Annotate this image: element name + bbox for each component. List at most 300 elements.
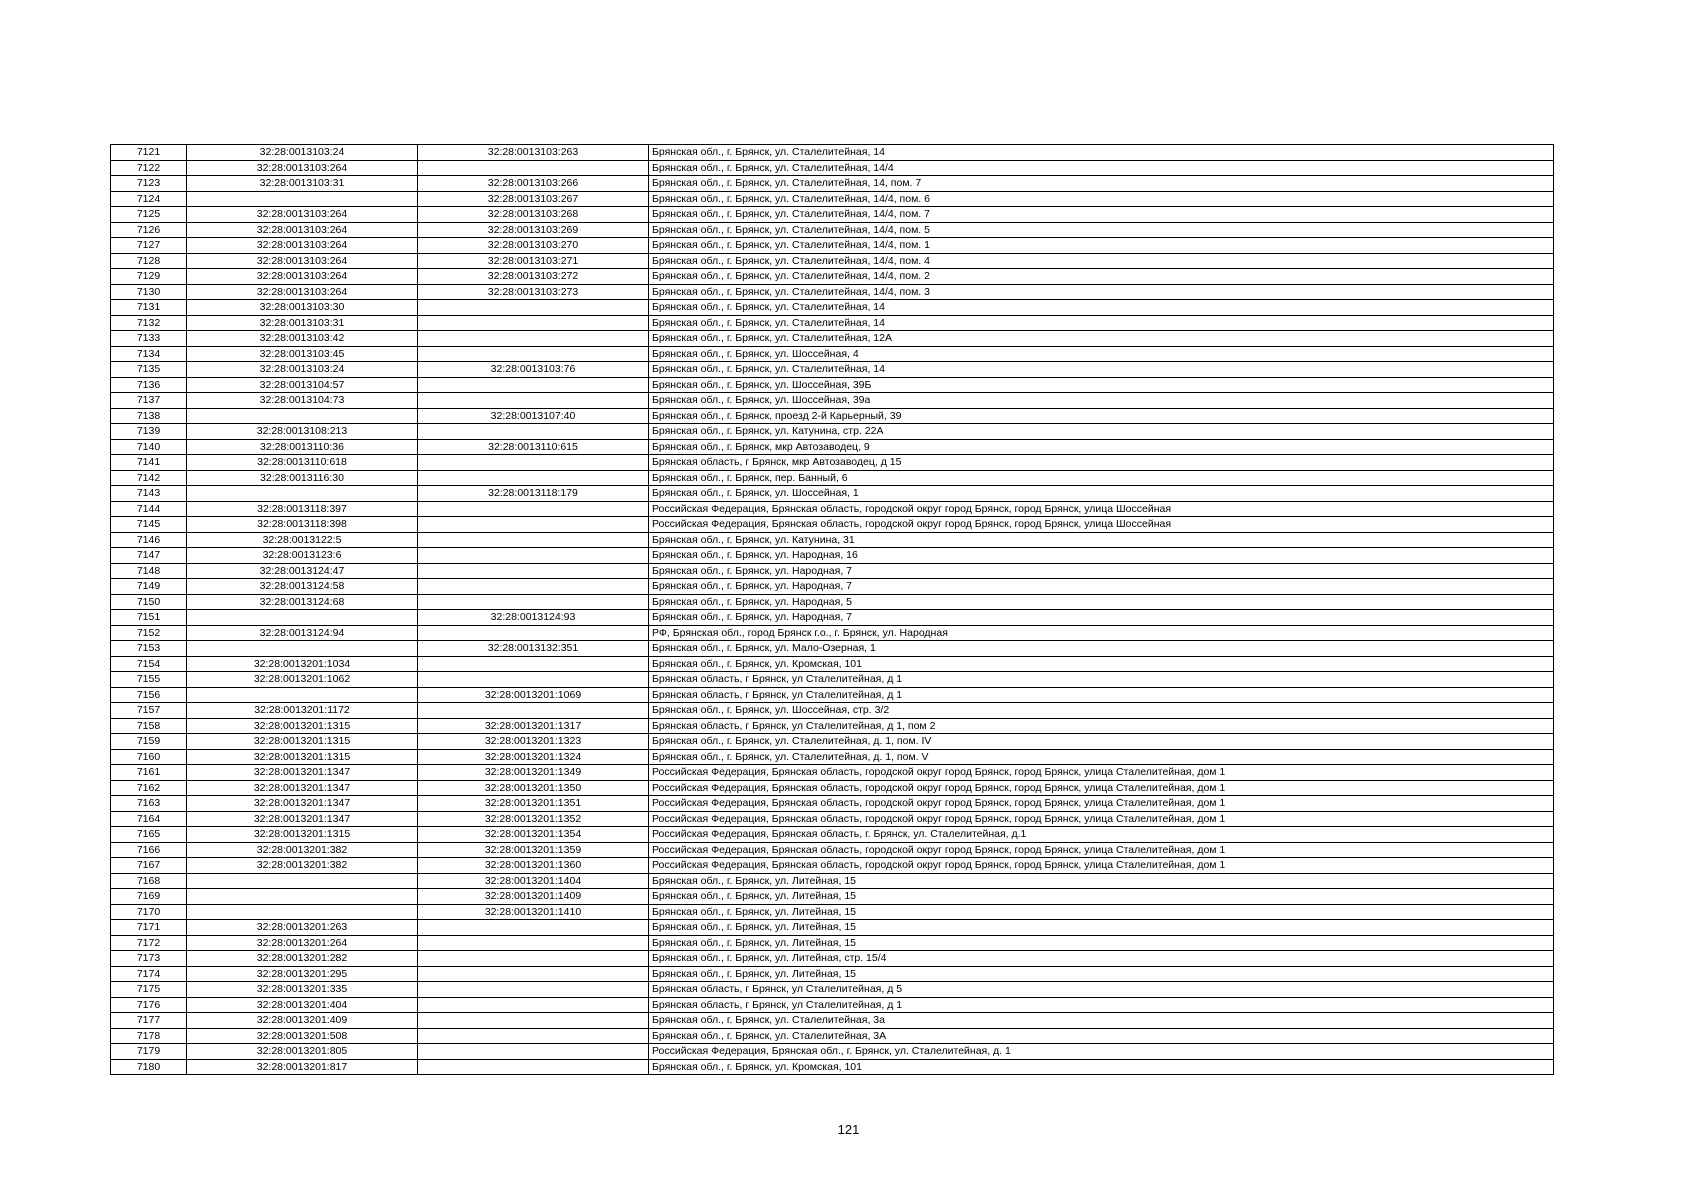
table-row bbox=[111, 222, 1554, 238]
table-row bbox=[111, 873, 1554, 889]
cadastral-number-cell bbox=[418, 997, 649, 1013]
cadastral-number-cell: 32:28:0013103:270 bbox=[418, 238, 649, 254]
address-cell: Российская Федерация, Брянская область, городской округ город Брянск, город Брянск, улица Сталелитейная, дом 1 bbox=[649, 842, 1554, 858]
cadastral-number-cell: 32:28:0013132:351 bbox=[418, 641, 649, 657]
row-number-cell: 7158 bbox=[111, 718, 187, 734]
table-row bbox=[111, 362, 1554, 378]
table-row bbox=[111, 858, 1554, 874]
parent-cadastral-number-cell: 32:28:0013201:1172 bbox=[187, 703, 418, 719]
cadastral-number-cell: 32:28:0013201:1354 bbox=[418, 827, 649, 843]
parent-cadastral-number-cell: 32:28:0013110:36 bbox=[187, 439, 418, 455]
table-row bbox=[111, 269, 1554, 285]
table-row bbox=[111, 191, 1554, 207]
row-number-cell: 7124 bbox=[111, 191, 187, 207]
parent-cadastral-number-cell: 32:28:0013201:1315 bbox=[187, 718, 418, 734]
cadastral-number-cell: 32:28:0013103:272 bbox=[418, 269, 649, 285]
address-cell: Брянская область, г Брянск, ул Сталелитейная, д 5 bbox=[649, 982, 1554, 998]
address-cell: Брянская обл., г. Брянск, ул. Катунина, стр. 22А bbox=[649, 424, 1554, 440]
row-number-cell: 7165 bbox=[111, 827, 187, 843]
address-cell: Брянская обл., г. Брянск, ул. Литейная, 15 bbox=[649, 904, 1554, 920]
row-number-cell: 7154 bbox=[111, 656, 187, 672]
table-row bbox=[111, 439, 1554, 455]
address-cell: Брянская область, г Брянск, ул Сталелитейная, д 1 bbox=[649, 997, 1554, 1013]
address-cell: Брянская обл., г. Брянск, ул. Сталелитейная, д. 1, пом. V bbox=[649, 749, 1554, 765]
address-cell: Брянская обл., г. Брянск, ул. Сталелитейная, 14 bbox=[649, 362, 1554, 378]
parent-cadastral-number-cell: 32:28:0013103:264 bbox=[187, 238, 418, 254]
cadastral-number-cell bbox=[418, 563, 649, 579]
cadastral-number-cell: 32:28:0013124:93 bbox=[418, 610, 649, 626]
row-number-cell: 7180 bbox=[111, 1059, 187, 1075]
parent-cadastral-number-cell: 32:28:0013108:213 bbox=[187, 424, 418, 440]
row-number-cell: 7148 bbox=[111, 563, 187, 579]
address-cell: Брянская обл., г. Брянск, ул. Литейная, 15 bbox=[649, 889, 1554, 905]
parent-cadastral-number-cell bbox=[187, 873, 418, 889]
parent-cadastral-number-cell: 32:28:0013201:1347 bbox=[187, 811, 418, 827]
row-number-cell: 7157 bbox=[111, 703, 187, 719]
address-cell: Брянская обл., г. Брянск, ул. Сталелитейная, 3а bbox=[649, 1013, 1554, 1029]
parent-cadastral-number-cell: 32:28:0013201:817 bbox=[187, 1059, 418, 1075]
table-row bbox=[111, 966, 1554, 982]
parent-cadastral-number-cell bbox=[187, 610, 418, 626]
parent-cadastral-number-cell: 32:28:0013103:42 bbox=[187, 331, 418, 347]
parent-cadastral-number-cell: 32:28:0013201:1034 bbox=[187, 656, 418, 672]
cadastral-number-cell bbox=[418, 300, 649, 316]
cadastral-number-cell: 32:28:0013201:1410 bbox=[418, 904, 649, 920]
table-row bbox=[111, 951, 1554, 967]
address-cell: Брянская область, г Брянск, ул Сталелитейная, д 1 bbox=[649, 672, 1554, 688]
table-row bbox=[111, 594, 1554, 610]
address-cell: Брянская обл., г. Брянск, ул. Литейная, 15 bbox=[649, 873, 1554, 889]
row-number-cell: 7162 bbox=[111, 780, 187, 796]
table-row bbox=[111, 1059, 1554, 1075]
parent-cadastral-number-cell: 32:28:0013201:1315 bbox=[187, 734, 418, 750]
parent-cadastral-number-cell: 32:28:0013124:68 bbox=[187, 594, 418, 610]
row-number-cell: 7127 bbox=[111, 238, 187, 254]
cadastral-number-cell: 32:28:0013201:1323 bbox=[418, 734, 649, 750]
cadastral-table bbox=[110, 144, 1554, 1075]
address-cell: Российская Федерация, Брянская область, городской округ город Брянск, город Брянск, улица Сталелитейная, дом 1 bbox=[649, 780, 1554, 796]
table-row bbox=[111, 734, 1554, 750]
table-row bbox=[111, 284, 1554, 300]
table-row bbox=[111, 377, 1554, 393]
address-cell: Брянская обл., г. Брянск, ул. Народная, 7 bbox=[649, 610, 1554, 626]
cadastral-table-body bbox=[111, 145, 1554, 1075]
address-cell: Брянская обл., г. Брянск, ул. Шоссейная, 1 bbox=[649, 486, 1554, 502]
address-cell: Брянская обл., г. Брянск, ул. Народная, 7 bbox=[649, 563, 1554, 579]
cadastral-number-cell: 32:28:0013103:76 bbox=[418, 362, 649, 378]
address-cell: Брянская обл., г. Брянск, ул. Сталелитейная, 14/4, пом. 3 bbox=[649, 284, 1554, 300]
table-row bbox=[111, 625, 1554, 641]
table-row bbox=[111, 687, 1554, 703]
table-row bbox=[111, 811, 1554, 827]
cadastral-number-cell: 32:28:0013201:1350 bbox=[418, 780, 649, 796]
address-cell: Брянская область, г Брянск, ул Сталелитейная, д 1, пом 2 bbox=[649, 718, 1554, 734]
row-number-cell: 7122 bbox=[111, 160, 187, 176]
parent-cadastral-number-cell: 32:28:0013103:45 bbox=[187, 346, 418, 362]
address-cell: Брянская обл., г. Брянск, ул. Сталелитейная, 14/4, пом. 1 bbox=[649, 238, 1554, 254]
address-cell: Брянская обл., г. Брянск, ул. Сталелитейная, 12А bbox=[649, 331, 1554, 347]
address-cell: Российская Федерация, Брянская область, г. Брянск, ул. Сталелитейная, д.1 bbox=[649, 827, 1554, 843]
parent-cadastral-number-cell: 32:28:0013103:264 bbox=[187, 269, 418, 285]
table-row bbox=[111, 424, 1554, 440]
table-row bbox=[111, 455, 1554, 471]
address-cell: Брянская обл., г. Брянск, ул. Шоссейная, стр. 3/2 bbox=[649, 703, 1554, 719]
cadastral-number-cell: 32:28:0013201:1324 bbox=[418, 749, 649, 765]
address-cell: Брянская обл., г. Брянск, ул. Катунина, 31 bbox=[649, 532, 1554, 548]
address-cell: Брянская область, г Брянск, ул Сталелитейная, д 1 bbox=[649, 687, 1554, 703]
parent-cadastral-number-cell bbox=[187, 641, 418, 657]
row-number-cell: 7160 bbox=[111, 749, 187, 765]
cadastral-number-cell bbox=[418, 920, 649, 936]
parent-cadastral-number-cell: 32:28:0013201:1347 bbox=[187, 796, 418, 812]
cadastral-number-cell: 32:28:0013201:1351 bbox=[418, 796, 649, 812]
cadastral-number-cell: 32:28:0013103:269 bbox=[418, 222, 649, 238]
row-number-cell: 7126 bbox=[111, 222, 187, 238]
table-row bbox=[111, 532, 1554, 548]
parent-cadastral-number-cell bbox=[187, 408, 418, 424]
cadastral-number-cell: 32:28:0013107:40 bbox=[418, 408, 649, 424]
parent-cadastral-number-cell bbox=[187, 486, 418, 502]
cadastral-number-cell bbox=[418, 966, 649, 982]
address-cell: Брянская обл., г. Брянск, ул. Литейная, 15 bbox=[649, 935, 1554, 951]
parent-cadastral-number-cell: 32:28:0013103:31 bbox=[187, 176, 418, 192]
row-number-cell: 7125 bbox=[111, 207, 187, 223]
table-row bbox=[111, 703, 1554, 719]
address-cell: Брянская обл., г. Брянск, ул. Сталелитейная, д. 1, пом. IV bbox=[649, 734, 1554, 750]
cadastral-number-cell: 32:28:0013103:271 bbox=[418, 253, 649, 269]
cadastral-number-cell: 32:28:0013201:1404 bbox=[418, 873, 649, 889]
address-cell: Брянская обл., г. Брянск, ул. Народная, 7 bbox=[649, 579, 1554, 595]
table-row bbox=[111, 920, 1554, 936]
table-row bbox=[111, 393, 1554, 409]
parent-cadastral-number-cell bbox=[187, 687, 418, 703]
table-row bbox=[111, 517, 1554, 533]
address-cell: Брянская обл., г. Брянск, ул. Шоссейная, 4 bbox=[649, 346, 1554, 362]
address-cell: Брянская обл., г. Брянск, ул. Сталелитейная, 14, пом. 7 bbox=[649, 176, 1554, 192]
parent-cadastral-number-cell: 32:28:0013118:397 bbox=[187, 501, 418, 517]
table-row bbox=[111, 207, 1554, 223]
parent-cadastral-number-cell: 32:28:0013124:58 bbox=[187, 579, 418, 595]
cadastral-number-cell bbox=[418, 532, 649, 548]
address-cell: Брянская обл., г. Брянск, ул. Народная, 16 bbox=[649, 548, 1554, 564]
address-cell: Российская Федерация, Брянская область, городской округ город Брянск, город Брянск, улица Сталелитейная, дом 1 bbox=[649, 765, 1554, 781]
parent-cadastral-number-cell: 32:28:0013201:1062 bbox=[187, 672, 418, 688]
row-number-cell: 7176 bbox=[111, 997, 187, 1013]
row-number-cell: 7149 bbox=[111, 579, 187, 595]
cadastral-number-cell: 32:28:0013110:615 bbox=[418, 439, 649, 455]
cadastral-number-cell bbox=[418, 548, 649, 564]
row-number-cell: 7163 bbox=[111, 796, 187, 812]
cadastral-number-cell bbox=[418, 703, 649, 719]
cadastral-number-cell: 32:28:0013201:1360 bbox=[418, 858, 649, 874]
address-cell: Брянская обл., г. Брянск, ул. Литейная, 15 bbox=[649, 920, 1554, 936]
row-number-cell: 7171 bbox=[111, 920, 187, 936]
address-cell: Брянская обл., г. Брянск, ул. Народная, 5 bbox=[649, 594, 1554, 610]
row-number-cell: 7155 bbox=[111, 672, 187, 688]
row-number-cell: 7177 bbox=[111, 1013, 187, 1029]
table-row bbox=[111, 997, 1554, 1013]
address-cell: Брянская обл., г. Брянск, проезд 2-й Карьерный, 39 bbox=[649, 408, 1554, 424]
table-row bbox=[111, 796, 1554, 812]
parent-cadastral-number-cell: 32:28:0013116:30 bbox=[187, 470, 418, 486]
row-number-cell: 7173 bbox=[111, 951, 187, 967]
address-cell: Российская Федерация, Брянская область, городской округ город Брянск, город Брянск, улица Сталелитейная, дом 1 bbox=[649, 858, 1554, 874]
parent-cadastral-number-cell: 32:28:0013103:264 bbox=[187, 222, 418, 238]
parent-cadastral-number-cell: 32:28:0013103:264 bbox=[187, 207, 418, 223]
table-row bbox=[111, 548, 1554, 564]
row-number-cell: 7168 bbox=[111, 873, 187, 889]
address-cell: Брянская обл., г. Брянск, ул. Литейная, 15 bbox=[649, 966, 1554, 982]
address-cell: Российская Федерация, Брянская обл., г. Брянск, ул. Сталелитейная, д. 1 bbox=[649, 1044, 1554, 1060]
address-cell: Брянская обл., г. Брянск, ул. Сталелитейная, 14/4, пом. 4 bbox=[649, 253, 1554, 269]
table-row bbox=[111, 1044, 1554, 1060]
row-number-cell: 7134 bbox=[111, 346, 187, 362]
parent-cadastral-number-cell: 32:28:0013201:1315 bbox=[187, 827, 418, 843]
row-number-cell: 7150 bbox=[111, 594, 187, 610]
address-cell: Брянская обл., г. Брянск, ул. Сталелитейная, 14/4, пом. 2 bbox=[649, 269, 1554, 285]
address-cell: Российская Федерация, Брянская область, городской округ город Брянск, город Брянск, улица Шоссейная bbox=[649, 501, 1554, 517]
row-number-cell: 7179 bbox=[111, 1044, 187, 1060]
parent-cadastral-number-cell: 32:28:0013118:398 bbox=[187, 517, 418, 533]
table-row bbox=[111, 300, 1554, 316]
parent-cadastral-number-cell: 32:28:0013201:404 bbox=[187, 997, 418, 1013]
parent-cadastral-number-cell bbox=[187, 889, 418, 905]
row-number-cell: 7130 bbox=[111, 284, 187, 300]
parent-cadastral-number-cell: 32:28:0013201:409 bbox=[187, 1013, 418, 1029]
table-row bbox=[111, 982, 1554, 998]
table-row bbox=[111, 253, 1554, 269]
parent-cadastral-number-cell: 32:28:0013103:264 bbox=[187, 284, 418, 300]
parent-cadastral-number-cell: 32:28:0013104:73 bbox=[187, 393, 418, 409]
address-cell: Брянская обл., г. Брянск, ул. Шоссейная, 39а bbox=[649, 393, 1554, 409]
cadastral-number-cell: 32:28:0013103:268 bbox=[418, 207, 649, 223]
table-row bbox=[111, 718, 1554, 734]
table-row bbox=[111, 842, 1554, 858]
row-number-cell: 7121 bbox=[111, 145, 187, 161]
parent-cadastral-number-cell: 32:28:0013122:5 bbox=[187, 532, 418, 548]
table-row bbox=[111, 935, 1554, 951]
address-cell: Брянская обл., г. Брянск, ул. Сталелитейная, 3А bbox=[649, 1028, 1554, 1044]
row-number-cell: 7146 bbox=[111, 532, 187, 548]
cadastral-number-cell bbox=[418, 1028, 649, 1044]
table-row bbox=[111, 889, 1554, 905]
parent-cadastral-number-cell: 32:28:0013110:618 bbox=[187, 455, 418, 471]
table-row bbox=[111, 315, 1554, 331]
row-number-cell: 7151 bbox=[111, 610, 187, 626]
table-row bbox=[111, 408, 1554, 424]
address-cell: Российская Федерация, Брянская область, городской округ город Брянск, город Брянск, улица Шоссейная bbox=[649, 517, 1554, 533]
table-row bbox=[111, 765, 1554, 781]
cadastral-number-cell bbox=[418, 982, 649, 998]
row-number-cell: 7153 bbox=[111, 641, 187, 657]
cadastral-number-cell bbox=[418, 625, 649, 641]
row-number-cell: 7145 bbox=[111, 517, 187, 533]
address-cell: Российская Федерация, Брянская область, городской округ город Брянск, город Брянск, улица Сталелитейная, дом 1 bbox=[649, 811, 1554, 827]
parent-cadastral-number-cell: 32:28:0013201:1315 bbox=[187, 749, 418, 765]
address-cell: Брянская обл., г. Брянск, ул. Шоссейная, 39Б bbox=[649, 377, 1554, 393]
parent-cadastral-number-cell: 32:28:0013124:94 bbox=[187, 625, 418, 641]
address-cell: Брянская обл., г. Брянск, ул. Кромская, 101 bbox=[649, 656, 1554, 672]
cadastral-number-cell: 32:28:0013201:1069 bbox=[418, 687, 649, 703]
cadastral-number-cell bbox=[418, 656, 649, 672]
table-row bbox=[111, 656, 1554, 672]
row-number-cell: 7172 bbox=[111, 935, 187, 951]
parent-cadastral-number-cell: 32:28:0013201:282 bbox=[187, 951, 418, 967]
parent-cadastral-number-cell: 32:28:0013201:382 bbox=[187, 842, 418, 858]
row-number-cell: 7141 bbox=[111, 455, 187, 471]
cadastral-number-cell bbox=[418, 377, 649, 393]
parent-cadastral-number-cell: 32:28:0013103:30 bbox=[187, 300, 418, 316]
cadastral-number-cell bbox=[418, 1013, 649, 1029]
row-number-cell: 7144 bbox=[111, 501, 187, 517]
table-row bbox=[111, 238, 1554, 254]
parent-cadastral-number-cell: 32:28:0013201:295 bbox=[187, 966, 418, 982]
parent-cadastral-number-cell: 32:28:0013103:24 bbox=[187, 145, 418, 161]
cadastral-number-cell bbox=[418, 470, 649, 486]
parent-cadastral-number-cell: 32:28:0013201:264 bbox=[187, 935, 418, 951]
cadastral-number-cell bbox=[418, 1044, 649, 1060]
table-row bbox=[111, 486, 1554, 502]
table-row bbox=[111, 563, 1554, 579]
row-number-cell: 7164 bbox=[111, 811, 187, 827]
parent-cadastral-number-cell bbox=[187, 904, 418, 920]
parent-cadastral-number-cell bbox=[187, 191, 418, 207]
table-row bbox=[111, 331, 1554, 347]
cadastral-number-cell bbox=[418, 517, 649, 533]
cadastral-number-cell bbox=[418, 346, 649, 362]
row-number-cell: 7142 bbox=[111, 470, 187, 486]
cadastral-number-cell: 32:28:0013201:1409 bbox=[418, 889, 649, 905]
parent-cadastral-number-cell: 32:28:0013201:335 bbox=[187, 982, 418, 998]
row-number-cell: 7167 bbox=[111, 858, 187, 874]
parent-cadastral-number-cell: 32:28:0013104:57 bbox=[187, 377, 418, 393]
cadastral-number-cell bbox=[418, 315, 649, 331]
address-cell: Брянская обл., г. Брянск, ул. Сталелитейная, 14 bbox=[649, 300, 1554, 316]
row-number-cell: 7166 bbox=[111, 842, 187, 858]
row-number-cell: 7128 bbox=[111, 253, 187, 269]
table-row bbox=[111, 145, 1554, 161]
table-row bbox=[111, 672, 1554, 688]
row-number-cell: 7174 bbox=[111, 966, 187, 982]
row-number-cell: 7156 bbox=[111, 687, 187, 703]
address-cell: Брянская обл., г. Брянск, ул. Сталелитейная, 14/4 bbox=[649, 160, 1554, 176]
cadastral-number-cell bbox=[418, 579, 649, 595]
address-cell: Брянская обл., г. Брянск, ул. Сталелитейная, 14/4, пом. 5 bbox=[649, 222, 1554, 238]
cadastral-number-cell: 32:28:0013201:1317 bbox=[418, 718, 649, 734]
table-row bbox=[111, 346, 1554, 362]
cadastral-number-cell bbox=[418, 672, 649, 688]
table-row bbox=[111, 749, 1554, 765]
cadastral-number-cell: 32:28:0013201:1349 bbox=[418, 765, 649, 781]
cadastral-number-cell: 32:28:0013103:273 bbox=[418, 284, 649, 300]
row-number-cell: 7132 bbox=[111, 315, 187, 331]
cadastral-number-cell: 32:28:0013201:1359 bbox=[418, 842, 649, 858]
row-number-cell: 7129 bbox=[111, 269, 187, 285]
address-cell: Брянская обл., г. Брянск, ул. Сталелитейная, 14/4, пом. 6 bbox=[649, 191, 1554, 207]
parent-cadastral-number-cell: 32:28:0013201:1347 bbox=[187, 765, 418, 781]
parent-cadastral-number-cell: 32:28:0013123:6 bbox=[187, 548, 418, 564]
cadastral-number-cell bbox=[418, 455, 649, 471]
row-number-cell: 7136 bbox=[111, 377, 187, 393]
parent-cadastral-number-cell: 32:28:0013201:382 bbox=[187, 858, 418, 874]
row-number-cell: 7147 bbox=[111, 548, 187, 564]
cadastral-number-cell: 32:28:0013201:1352 bbox=[418, 811, 649, 827]
row-number-cell: 7170 bbox=[111, 904, 187, 920]
address-cell: Брянская область, г Брянск, мкр Автозаводец, д 15 bbox=[649, 455, 1554, 471]
row-number-cell: 7137 bbox=[111, 393, 187, 409]
row-number-cell: 7133 bbox=[111, 331, 187, 347]
table-row bbox=[111, 176, 1554, 192]
table-row bbox=[111, 827, 1554, 843]
page-number: 121 bbox=[837, 1122, 860, 1137]
address-cell: Брянская обл., г. Брянск, ул. Сталелитейная, 14/4, пом. 7 bbox=[649, 207, 1554, 223]
cadastral-number-cell bbox=[418, 424, 649, 440]
address-cell: Брянская обл., г. Брянск, пер. Банный, 6 bbox=[649, 470, 1554, 486]
row-number-cell: 7139 bbox=[111, 424, 187, 440]
table-row bbox=[111, 904, 1554, 920]
row-number-cell: 7175 bbox=[111, 982, 187, 998]
address-cell: Российская Федерация, Брянская область, городской округ город Брянск, город Брянск, улица Сталелитейная, дом 1 bbox=[649, 796, 1554, 812]
cadastral-number-cell bbox=[418, 935, 649, 951]
parent-cadastral-number-cell: 32:28:0013103:264 bbox=[187, 160, 418, 176]
table-row bbox=[111, 610, 1554, 626]
parent-cadastral-number-cell: 32:28:0013201:508 bbox=[187, 1028, 418, 1044]
row-number-cell: 7123 bbox=[111, 176, 187, 192]
address-cell: Брянская обл., г. Брянск, ул. Сталелитейная, 14 bbox=[649, 315, 1554, 331]
parent-cadastral-number-cell: 32:28:0013201:263 bbox=[187, 920, 418, 936]
parent-cadastral-number-cell: 32:28:0013103:31 bbox=[187, 315, 418, 331]
address-cell: Брянская обл., г. Брянск, ул. Сталелитейная, 14 bbox=[649, 145, 1554, 161]
parent-cadastral-number-cell: 32:28:0013124:47 bbox=[187, 563, 418, 579]
parent-cadastral-number-cell: 32:28:0013201:1347 bbox=[187, 780, 418, 796]
address-cell: РФ, Брянская обл., город Брянск г.о., г. Брянск, ул. Народная bbox=[649, 625, 1554, 641]
table-row bbox=[111, 501, 1554, 517]
table-row bbox=[111, 1013, 1554, 1029]
table-row bbox=[111, 579, 1554, 595]
table-row bbox=[111, 1028, 1554, 1044]
cadastral-number-cell: 32:28:0013103:266 bbox=[418, 176, 649, 192]
cadastral-number-cell bbox=[418, 951, 649, 967]
row-number-cell: 7138 bbox=[111, 408, 187, 424]
row-number-cell: 7178 bbox=[111, 1028, 187, 1044]
cadastral-number-cell bbox=[418, 331, 649, 347]
table-row bbox=[111, 780, 1554, 796]
row-number-cell: 7131 bbox=[111, 300, 187, 316]
row-number-cell: 7152 bbox=[111, 625, 187, 641]
cadastral-number-cell: 32:28:0013103:263 bbox=[418, 145, 649, 161]
row-number-cell: 7169 bbox=[111, 889, 187, 905]
cadastral-number-cell: 32:28:0013118:179 bbox=[418, 486, 649, 502]
parent-cadastral-number-cell: 32:28:0013103:24 bbox=[187, 362, 418, 378]
address-cell: Брянская обл., г. Брянск, ул. Литейная, стр. 15/4 bbox=[649, 951, 1554, 967]
parent-cadastral-number-cell: 32:28:0013103:264 bbox=[187, 253, 418, 269]
row-number-cell: 7135 bbox=[111, 362, 187, 378]
row-number-cell: 7159 bbox=[111, 734, 187, 750]
row-number-cell: 7143 bbox=[111, 486, 187, 502]
cadastral-number-cell bbox=[418, 393, 649, 409]
table-row bbox=[111, 470, 1554, 486]
parent-cadastral-number-cell: 32:28:0013201:805 bbox=[187, 1044, 418, 1060]
address-cell: Брянская обл., г. Брянск, ул. Мало-Озерная, 1 bbox=[649, 641, 1554, 657]
cadastral-number-cell bbox=[418, 1059, 649, 1075]
cadastral-number-cell bbox=[418, 501, 649, 517]
row-number-cell: 7140 bbox=[111, 439, 187, 455]
cadastral-number-cell bbox=[418, 160, 649, 176]
address-cell: Брянская обл., г. Брянск, ул. Кромская, 101 bbox=[649, 1059, 1554, 1075]
address-cell: Брянская обл., г. Брянск, мкр Автозаводец, 9 bbox=[649, 439, 1554, 455]
cadastral-number-cell bbox=[418, 594, 649, 610]
table-row bbox=[111, 641, 1554, 657]
